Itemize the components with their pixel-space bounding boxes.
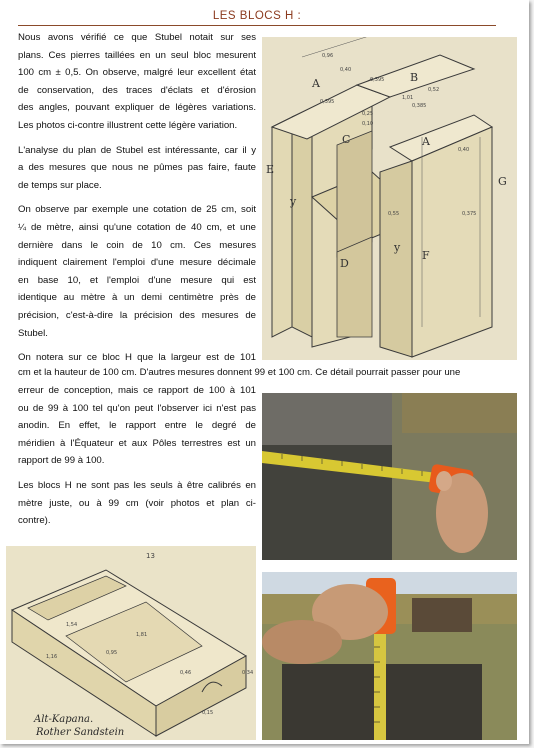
plank-drawing-svg [6,546,256,740]
drawing-dimension: 0,96 [322,53,334,59]
text-line: Les blocs H ne sont pas les seuls à être calibrés en [18,479,256,491]
text-line: Nous avons vérifié ce que Stubel notait sur ses [18,32,256,43]
photo-tape-horizontal [262,393,517,560]
drawing-letter: G [498,175,507,188]
text-full-width [18,364,496,382]
text-line: On observe par exemple une cotation de 25 cm, soit [18,204,256,216]
drawing-dimension: 0,40 [458,147,470,153]
plank-drawing [6,546,256,740]
text-line: On notera sur ce bloc H que la largeur est de 101 [18,352,256,364]
drawing-dimension: 0,25 [362,111,374,117]
text-line: identique au mètre à un demi centimètre près de [18,292,256,304]
drawing-dimension: 0,15 [202,710,214,716]
drawing-letter: A [422,135,430,148]
text-line: a des mesures que nous ne pûmes pas faire, faute [18,162,256,174]
drawing-letter: A [312,77,320,90]
drawing-dimension: 1,16 [46,654,58,660]
text-line: 100 cm ± 0,5. On observe, malgré leur excellent état [18,67,256,79]
drawing-dimension: 0,375 [462,211,477,217]
figure-caption: Rother Sandstein [36,727,125,738]
text-line: erreur de conception, mais ce rapport de 100 à 101 [18,385,256,396]
paragraph [18,477,256,530]
text-line: dernière dans le coin de 10 cm. Ces mesures [18,239,256,251]
text-line: méridien à l'Équateur et aux Pôles terrestres est un [18,437,256,449]
section-header [18,10,496,26]
drawing-letter: D [340,257,349,270]
h-block-svg [262,37,517,360]
drawing-letter: y [290,195,297,208]
drawing-dimension: 0,34 [242,670,254,676]
paragraph [18,382,256,470]
figure-caption: Alt-Kapana. [34,714,94,725]
drawing-dimension: 0,55 [388,211,400,217]
photo-tape-horizontal-svg [262,393,517,560]
paragraph [18,201,256,342]
section-title: LES BLOCS H : [212,10,302,22]
text-line: anodin. En effet, le rapport entre le degré de [18,420,256,432]
text-line: contre). [18,515,51,527]
drawing-dimension: 0,395 [320,99,335,105]
text-line: Stubel. [18,327,48,339]
drawing-dimension: 0,40 [340,67,352,73]
figure-number: 13 [146,552,155,560]
drawing-dimension: 0,95 [106,650,118,656]
text-line: L'analyse du plan de Stubel est intéressante, car il y [18,144,256,156]
text-line: ¼ de mètre, ainsi qu'une cotation de 40 cm, et une [18,221,256,233]
drawing-dimension: 0,385 [412,103,427,109]
text-line: indiquent clairement l'emploi d'une mesure décimale [18,257,256,269]
text-line: en base 10, et l'emploi d'une mesure qui est [18,274,256,286]
drawing-dimension: 1,01 [402,95,414,101]
text-column-left-2 [18,382,256,530]
drawing-letter: C [342,133,351,146]
text-column-left [18,29,256,367]
drawing-letter: y [394,241,401,254]
drawing-letter: E [266,163,275,176]
paragraph [18,142,256,195]
text-line: cm et la hauteur de 100 cm. D'autres mesures donnent 99 et 100 cm. Ce détail pourrait passer pour une [18,367,461,378]
paragraph [18,29,256,135]
text-line: de temps sur place. [18,179,102,191]
text-line: rapport de 99 à 100. [18,455,105,467]
text-line: ou de 99 à 100 tel qu'on peut l'observer ici n'est pas [18,402,256,414]
text-line: de conservation, des traces d'éclats et d'érosion [18,84,256,96]
text-line: plans. Ces pierres taillées en un seul bloc mesurent [18,49,256,61]
drawing-dimension: 1,54 [66,622,78,628]
text-line: mètre juste, ou à 99 cm (voir photos et plan ci- [18,497,256,509]
text-line: Les photos ci-contre illustrent cette légère variation. [18,119,238,131]
text-line: précision, c'est-à-dire la précision des mesures de [18,309,256,321]
drawing-dimension: 0,10 [362,121,374,127]
drawing-dimension: 0,395 [370,77,385,83]
drawing-dimension: 0,52 [428,87,440,93]
drawing-letter: F [422,249,430,262]
drawing-dimension: 1,81 [136,632,148,638]
drawing-letter: B [410,71,419,84]
photo-tape-vertical [262,572,517,740]
drawing-dimension: 0,46 [180,670,192,676]
h-block-drawing [262,37,517,360]
text-line: des angles, pouvant expliquer de légères variations. [18,102,256,114]
photo-tape-vertical-svg [262,572,517,740]
